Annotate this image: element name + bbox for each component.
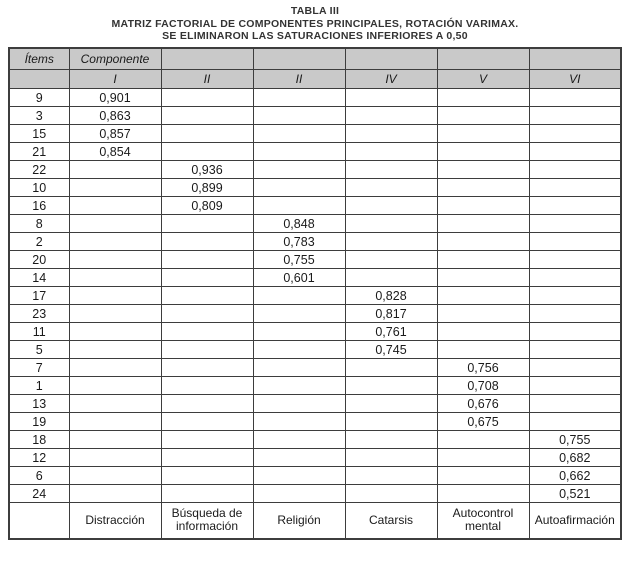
- loading-value-cell: 0,682: [529, 449, 621, 467]
- item-number: 19: [9, 413, 69, 431]
- loading-value-cell: [253, 89, 345, 107]
- item-number: 1: [9, 377, 69, 395]
- loading-value-cell: [437, 107, 529, 125]
- loading-value-cell: [69, 251, 161, 269]
- loading-value-cell: [161, 89, 253, 107]
- header-numeral-II: II: [161, 70, 253, 89]
- loading-value-cell: [345, 359, 437, 377]
- loading-value-cell: [69, 161, 161, 179]
- loading-value-cell: [69, 305, 161, 323]
- footer-factor-religion: Religión: [253, 503, 345, 539]
- loading-value-cell: [161, 269, 253, 287]
- loading-value-cell: [437, 323, 529, 341]
- loading-value-cell: [69, 395, 161, 413]
- footer-empty-cell: [9, 503, 69, 539]
- item-number: 21: [9, 143, 69, 161]
- header-numeral-V: V: [437, 70, 529, 89]
- item-number: 12: [9, 449, 69, 467]
- header-numeral-VI: VI: [529, 70, 621, 89]
- table-row: [9, 377, 621, 395]
- table-row: [9, 125, 621, 143]
- loading-value-cell: [437, 197, 529, 215]
- loading-value-cell: [253, 305, 345, 323]
- header-empty-cell: [345, 48, 437, 70]
- loading-value-cell: [529, 341, 621, 359]
- loading-value-cell: [345, 269, 437, 287]
- loading-value-cell: [529, 395, 621, 413]
- loading-value-cell: [529, 287, 621, 305]
- loading-value-cell: [253, 359, 345, 377]
- loading-value-cell: [161, 251, 253, 269]
- loading-value-cell: [161, 305, 253, 323]
- loading-value-cell: [345, 413, 437, 431]
- table-row: [9, 161, 621, 179]
- loading-value-cell: [529, 143, 621, 161]
- loading-value-cell: [253, 485, 345, 503]
- loading-value-cell: 0,601: [253, 269, 345, 287]
- loading-value-cell: [345, 377, 437, 395]
- loading-value-cell: [437, 161, 529, 179]
- loading-value-cell: 0,745: [345, 341, 437, 359]
- loading-value-cell: 0,857: [69, 125, 161, 143]
- loading-value-cell: [69, 341, 161, 359]
- header-items: Ítems: [9, 48, 69, 70]
- footer-row-factor-names: [9, 503, 621, 539]
- loading-value-cell: 0,848: [253, 215, 345, 233]
- loading-value-cell: [253, 323, 345, 341]
- header-numeral-II-b: II: [253, 70, 345, 89]
- loading-value-cell: 0,756: [437, 359, 529, 377]
- item-number: 22: [9, 161, 69, 179]
- loading-value-cell: [161, 431, 253, 449]
- loading-value-cell: 0,676: [437, 395, 529, 413]
- loading-value-cell: [161, 467, 253, 485]
- table-row: [9, 215, 621, 233]
- loading-value-cell: [253, 179, 345, 197]
- table-row: [9, 485, 621, 503]
- item-number: 16: [9, 197, 69, 215]
- loading-value-cell: [529, 377, 621, 395]
- footer-factor-autocontrol: Autocontrol mental: [437, 503, 529, 539]
- footer-factor-busqueda: Búsqueda de información: [161, 503, 253, 539]
- table-row: [9, 197, 621, 215]
- loading-value-cell: [437, 89, 529, 107]
- header-numeral-IV: IV: [345, 70, 437, 89]
- loading-value-cell: 0,828: [345, 287, 437, 305]
- loading-value-cell: [345, 395, 437, 413]
- table-row: [9, 287, 621, 305]
- item-number: 17: [9, 287, 69, 305]
- item-number: 5: [9, 341, 69, 359]
- loading-value-cell: [69, 215, 161, 233]
- loading-value-cell: [529, 89, 621, 107]
- loading-value-cell: [253, 467, 345, 485]
- loading-value-cell: 0,863: [69, 107, 161, 125]
- loading-value-cell: [345, 431, 437, 449]
- loading-value-cell: 0,936: [161, 161, 253, 179]
- loading-value-cell: [253, 197, 345, 215]
- loading-value-cell: [161, 143, 253, 161]
- loading-value-cell: [437, 431, 529, 449]
- item-number: 10: [9, 179, 69, 197]
- table-title: [0, 0, 630, 43]
- item-number: 20: [9, 251, 69, 269]
- loading-value-cell: [345, 467, 437, 485]
- table-row: [9, 359, 621, 377]
- item-number: 8: [9, 215, 69, 233]
- loading-value-cell: [437, 179, 529, 197]
- loading-value-cell: 0,817: [345, 305, 437, 323]
- loading-value-cell: [345, 233, 437, 251]
- table-row: [9, 395, 621, 413]
- header-row-numerals: [9, 70, 621, 89]
- loading-value-cell: [69, 485, 161, 503]
- loading-value-cell: [529, 197, 621, 215]
- table-body: [9, 89, 621, 503]
- table-row: [9, 179, 621, 197]
- loading-value-cell: [69, 233, 161, 251]
- loading-value-cell: [529, 323, 621, 341]
- item-number: 9: [9, 89, 69, 107]
- loading-value-cell: [161, 485, 253, 503]
- footer-factor-autoafirmacion: Autoafirmación: [529, 503, 621, 539]
- loading-value-cell: [69, 431, 161, 449]
- footer-factor-distraccion: Distracción: [69, 503, 161, 539]
- loading-value-cell: [69, 269, 161, 287]
- loading-value-cell: [529, 413, 621, 431]
- title-line-1: TABLA III: [290, 5, 340, 17]
- loading-value-cell: [253, 395, 345, 413]
- loading-value-cell: [345, 179, 437, 197]
- table-row: [9, 107, 621, 125]
- loading-value-cell: [69, 377, 161, 395]
- loading-value-cell: [345, 107, 437, 125]
- loading-value-cell: [437, 287, 529, 305]
- loading-value-cell: [345, 449, 437, 467]
- loading-value-cell: [253, 413, 345, 431]
- item-number: 23: [9, 305, 69, 323]
- loading-value-cell: [161, 449, 253, 467]
- loading-value-cell: 0,708: [437, 377, 529, 395]
- loading-value-cell: 0,755: [253, 251, 345, 269]
- item-number: 24: [9, 485, 69, 503]
- loading-value-cell: [529, 179, 621, 197]
- loading-value-cell: [529, 215, 621, 233]
- loading-value-cell: 0,901: [69, 89, 161, 107]
- loading-value-cell: [253, 143, 345, 161]
- loading-value-cell: [345, 215, 437, 233]
- loading-value-cell: [161, 125, 253, 143]
- item-number: 3: [9, 107, 69, 125]
- loading-value-cell: [437, 341, 529, 359]
- loading-value-cell: [529, 107, 621, 125]
- table-row: [9, 251, 621, 269]
- loading-value-cell: [69, 413, 161, 431]
- header-empty-cell: [253, 48, 345, 70]
- loading-value-cell: [345, 197, 437, 215]
- loading-value-cell: 0,761: [345, 323, 437, 341]
- loading-value-cell: [161, 287, 253, 305]
- footer-factor-catarsis: Catarsis: [345, 503, 437, 539]
- loading-value-cell: [253, 341, 345, 359]
- loading-value-cell: [69, 197, 161, 215]
- loading-value-cell: [345, 89, 437, 107]
- item-number: 18: [9, 431, 69, 449]
- loading-value-cell: [529, 359, 621, 377]
- header-componente: Componente: [69, 48, 161, 70]
- table-row: [9, 89, 621, 107]
- loading-value-cell: [529, 125, 621, 143]
- header-numeral-I: I: [69, 70, 161, 89]
- item-number: 11: [9, 323, 69, 341]
- factor-matrix-table: [8, 47, 622, 540]
- header-empty-cell: [529, 48, 621, 70]
- loading-value-cell: [253, 287, 345, 305]
- loading-value-cell: 0,521: [529, 485, 621, 503]
- loading-value-cell: [253, 125, 345, 143]
- table-row: [9, 341, 621, 359]
- loading-value-cell: [253, 431, 345, 449]
- loading-value-cell: [345, 485, 437, 503]
- loading-value-cell: [253, 107, 345, 125]
- loading-value-cell: [253, 449, 345, 467]
- header-empty-cell: [161, 48, 253, 70]
- table-row: [9, 143, 621, 161]
- header-empty-cell: [437, 48, 529, 70]
- loading-value-cell: [437, 233, 529, 251]
- loading-value-cell: 0,854: [69, 143, 161, 161]
- item-number: 6: [9, 467, 69, 485]
- loading-value-cell: [69, 359, 161, 377]
- loading-value-cell: 0,783: [253, 233, 345, 251]
- loading-value-cell: [253, 161, 345, 179]
- loading-value-cell: [437, 467, 529, 485]
- table-row: [9, 233, 621, 251]
- table-row: [9, 323, 621, 341]
- table-row: [9, 449, 621, 467]
- loading-value-cell: 0,809: [161, 197, 253, 215]
- item-number: 7: [9, 359, 69, 377]
- loading-value-cell: [161, 107, 253, 125]
- loading-value-cell: [529, 251, 621, 269]
- table-row: [9, 413, 621, 431]
- loading-value-cell: 0,675: [437, 413, 529, 431]
- loading-value-cell: [161, 323, 253, 341]
- item-number: 2: [9, 233, 69, 251]
- loading-value-cell: [437, 125, 529, 143]
- loading-value-cell: [529, 269, 621, 287]
- loading-value-cell: [161, 359, 253, 377]
- loading-value-cell: [253, 377, 345, 395]
- loading-value-cell: [437, 305, 529, 323]
- loading-value-cell: [161, 377, 253, 395]
- loading-value-cell: 0,662: [529, 467, 621, 485]
- header-row-labels: [9, 48, 621, 70]
- loading-value-cell: [345, 125, 437, 143]
- loading-value-cell: [437, 485, 529, 503]
- loading-value-cell: [161, 341, 253, 359]
- loading-value-cell: 0,899: [161, 179, 253, 197]
- loading-value-cell: [161, 233, 253, 251]
- title-line-2: MATRIZ FACTORIAL DE COMPONENTES PRINCIPALES, ROTACIÓN VARIMAX.: [111, 17, 519, 30]
- loading-value-cell: [437, 449, 529, 467]
- loading-value-cell: [529, 233, 621, 251]
- loading-value-cell: [345, 143, 437, 161]
- loading-value-cell: [529, 161, 621, 179]
- item-number: 13: [9, 395, 69, 413]
- table-row: [9, 467, 621, 485]
- title-line-3: SE ELIMINARON LAS SATURACIONES INFERIORES A 0,50: [162, 30, 468, 42]
- loading-value-cell: [529, 305, 621, 323]
- loading-value-cell: [345, 161, 437, 179]
- loading-value-cell: [69, 467, 161, 485]
- loading-value-cell: [161, 413, 253, 431]
- loading-value-cell: [69, 287, 161, 305]
- loading-value-cell: [437, 251, 529, 269]
- header-numeral-empty: [9, 70, 69, 89]
- table-row: [9, 431, 621, 449]
- loading-value-cell: [69, 449, 161, 467]
- loading-value-cell: 0,755: [529, 431, 621, 449]
- loading-value-cell: [161, 215, 253, 233]
- loading-value-cell: [345, 251, 437, 269]
- loading-value-cell: [437, 215, 529, 233]
- item-number: 15: [9, 125, 69, 143]
- loading-value-cell: [161, 395, 253, 413]
- item-number: 14: [9, 269, 69, 287]
- table-row: [9, 305, 621, 323]
- loading-value-cell: [437, 143, 529, 161]
- loading-value-cell: [437, 269, 529, 287]
- loading-value-cell: [69, 179, 161, 197]
- table-row: [9, 269, 621, 287]
- loading-value-cell: [69, 323, 161, 341]
